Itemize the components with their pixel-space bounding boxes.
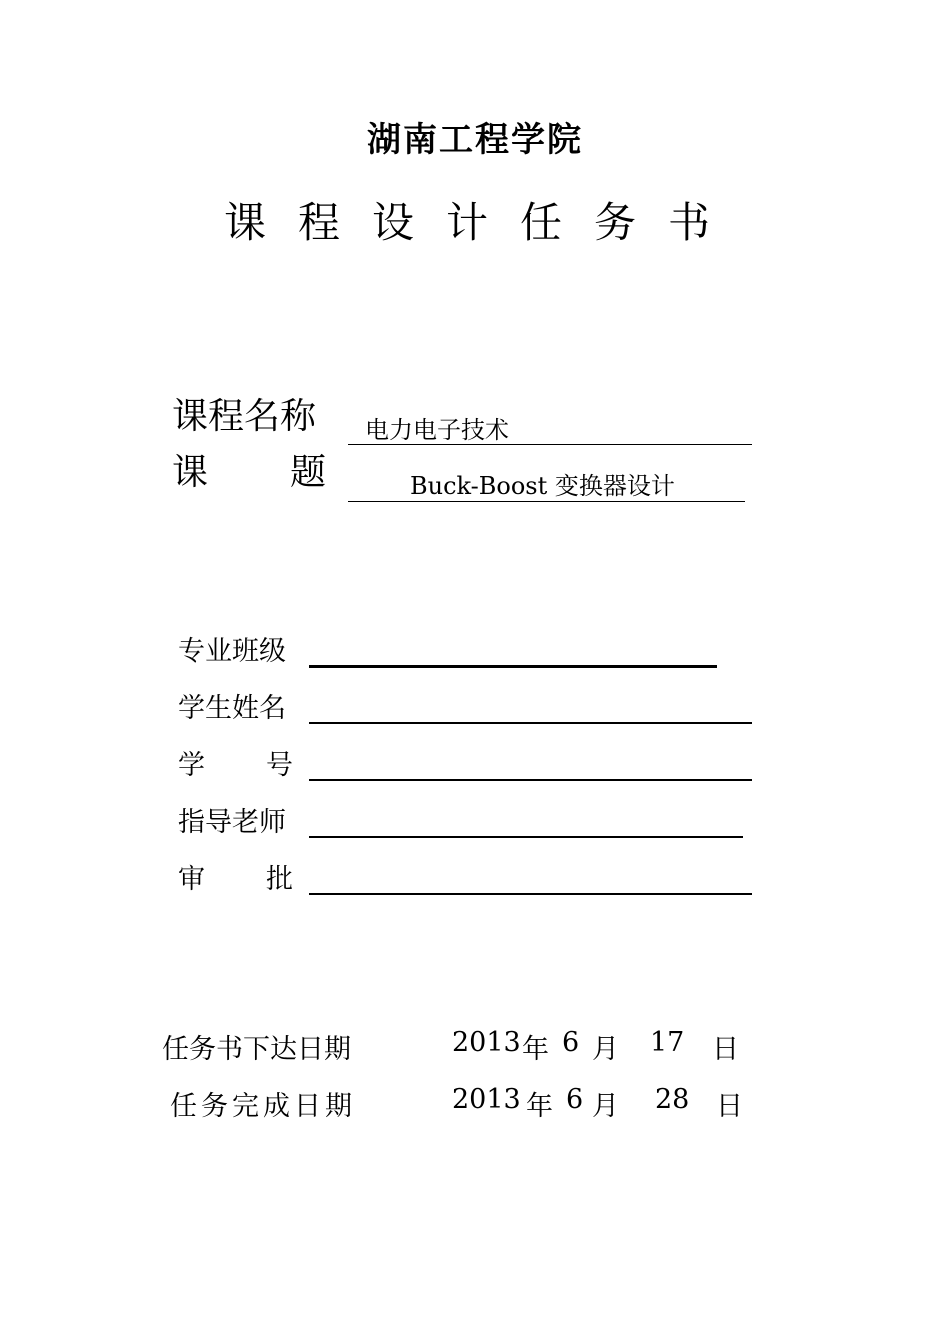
complete-day-unit: 日 <box>716 1091 743 1122</box>
advisor-label: 指导老师 <box>178 807 286 838</box>
issue-day-unit: 日 <box>712 1034 739 1065</box>
topic-label-char-1: 课 <box>172 452 209 493</box>
complete-month: 6 <box>566 1084 584 1115</box>
issue-date-label: 任务书下达日期 <box>162 1034 351 1065</box>
major-class-underline <box>309 665 717 668</box>
student-id-label-char-2: 号 <box>266 750 293 781</box>
course-name-underline <box>348 444 752 445</box>
issue-day: 17 <box>650 1027 685 1058</box>
advisor-underline <box>309 836 743 838</box>
course-name-value: 电力电子技术 <box>365 416 509 444</box>
complete-month-unit: 月 <box>592 1091 619 1122</box>
issue-year: 2013 <box>452 1027 521 1058</box>
approval-label-char-1: 审 <box>178 864 205 895</box>
major-class-label: 专业班级 <box>178 636 286 667</box>
approval-underline <box>309 893 752 895</box>
school-name: 湖南工程学院 <box>367 120 583 160</box>
student-name-underline <box>309 722 752 724</box>
student-id-label-char-1: 学 <box>178 750 205 781</box>
issue-year-unit: 年 <box>522 1034 549 1065</box>
topic-value: Buck-Boost 变换器设计 <box>410 472 675 500</box>
student-name-label: 学生姓名 <box>178 693 286 724</box>
course-name-label: 课程名称 <box>172 396 317 437</box>
student-id-underline <box>309 779 752 781</box>
complete-day: 28 <box>655 1084 690 1115</box>
complete-year-unit: 年 <box>526 1091 553 1122</box>
document-title: 课程设计任务书 <box>223 198 742 247</box>
complete-year: 2013 <box>452 1084 521 1115</box>
topic-label-char-2: 题 <box>290 452 327 493</box>
issue-month-unit: 月 <box>592 1034 619 1065</box>
complete-date-label: 任务完成日期 <box>170 1091 356 1122</box>
approval-label-char-2: 批 <box>266 864 293 895</box>
issue-month: 6 <box>562 1027 580 1058</box>
topic-underline <box>348 501 745 502</box>
